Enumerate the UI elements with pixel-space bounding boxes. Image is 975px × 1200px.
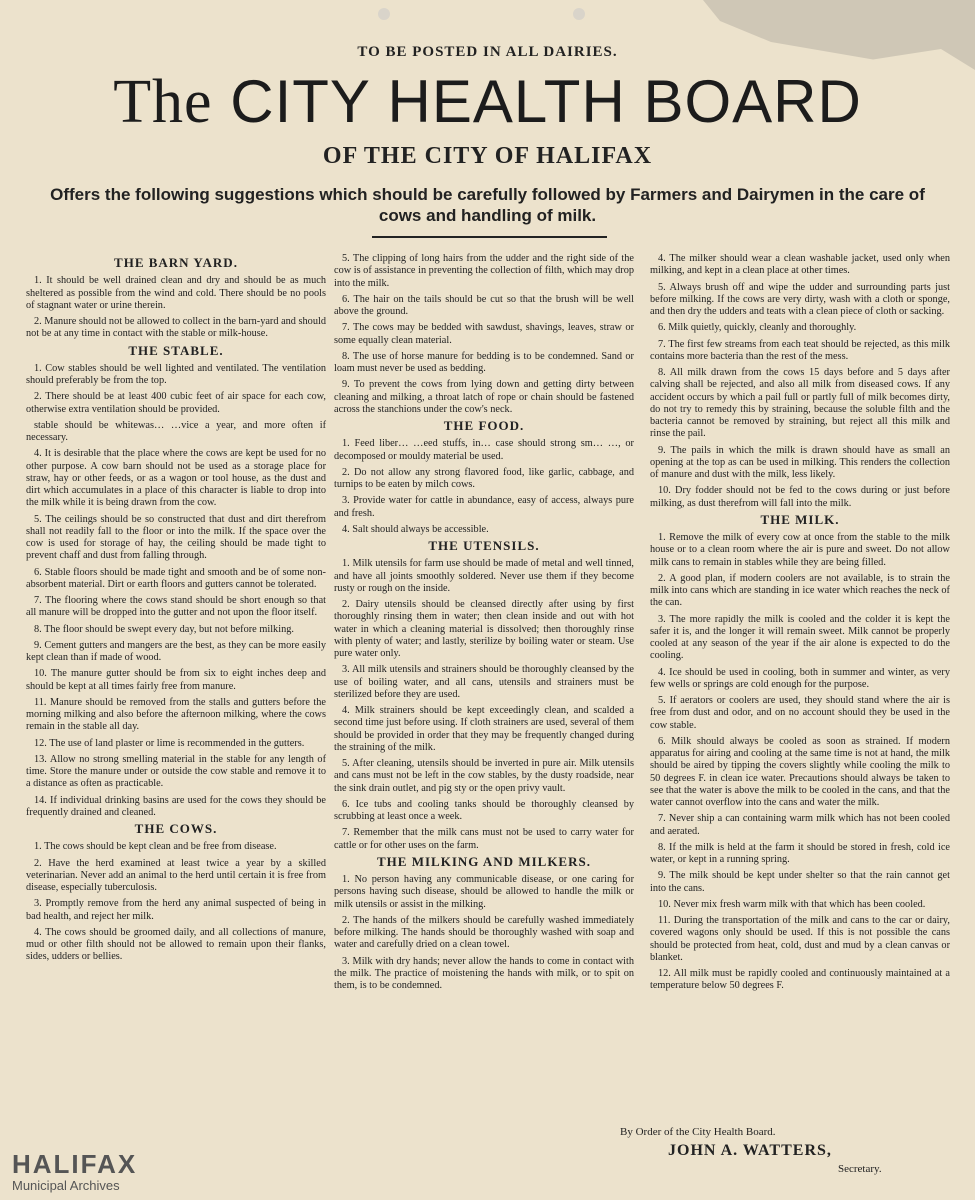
rule-item: 7. Remember that the milk cans must not be used to carry water for cattle or for other uses on the farm.: [334, 827, 634, 851]
rule-item: 2. Do not allow any strong flavored food, like garlic, cabbage, and turnips to be eaten by milch cows.: [334, 466, 634, 490]
rule-item: 4. The milker should wear a clean washable jacket, used only when milking, and kept in a clean place at other times.: [650, 253, 950, 277]
rule-item: 1. No person having any communicable disease, or one caring for persons having such disease, should be allowed to handle the milk or milk utensils or assist in the milking.: [334, 874, 634, 910]
rule-item: 2. Dairy utensils should be cleansed directly after using by first thoroughly rinsing them in water; then clean inside and out with hot water in which a cleaning material is dissolved; then thoroughly rinse with plenty of water; and lastly, sterilize by boiling water or steam. Use pure water only.: [334, 599, 634, 659]
pin-hole: [573, 8, 585, 20]
rule-item: 3. The more rapidly the milk is cooled and the colder it is kept the safer it is, and the longer it will remain sweet. Milk cannot be properly cooled at any season of the year if the air alone is expected to do the cooling.: [650, 613, 950, 662]
rule-item: 11. During the transportation of the milk and cans to the car or dairy, covered wagons only should be used. If this is not possible the cans should be protected from heat, cold, dust and mud by a clean canvas or blanket.: [650, 915, 950, 963]
section-heading: THE MILK.: [760, 511, 840, 527]
rule-item: 12. The use of land plaster or lime is recommended in the gutters.: [34, 737, 305, 749]
rule-item: 7. Never ship a can containing warm milk which has not been cooled and aerated.: [650, 813, 950, 837]
rule-item: 6. Milk quietly, quickly, cleanly and thoroughly.: [658, 322, 857, 334]
title-article: The: [113, 68, 213, 136]
rule-item: 13. Allow no strong smelling material in the stable for any length of time. Store the manure under or outside the cow stable and remove it to a distance as often as practicable.: [26, 753, 326, 790]
rule-item: 2. The hands of the milkers should be carefully washed immediately before milking. The hands should be thoroughly washed with soap and water and carefully dried on a clean towel.: [334, 914, 634, 951]
rule-item: 5. If aerators or coolers are used, they should stand where the air is free from dust and odor, and on no account should they be used in the cow stable.: [650, 695, 950, 731]
rule-item: 10. Dry fodder should not be fed to the cows during or just before milking, as dust therefrom will fall into the milk.: [650, 485, 950, 509]
rule-item: 2. Have the herd examined at least twice a year by a skilled veterinarian. Never add an animal to the herd until certain it is free from disease, especially tuberculosis.: [26, 857, 326, 893]
signature-role: Secretary.: [838, 1163, 882, 1175]
rule-item: 4. Salt should always be accessible.: [342, 523, 489, 535]
rule-item: 7. The flooring where the cows stand should be short enough so that all manure will be dropped into the gutter and not upon the floor itself.: [26, 595, 326, 619]
posting-notice: TO BE POSTED IN ALL DAIRIES.: [357, 44, 618, 60]
rule-item: 5. After cleaning, utensils should be inverted in pure air. Milk utensils and cans must not be left in the cow stables, by the dusty roadside, near the sink drain outlet, and pig sty or the open privy vault.: [334, 758, 634, 794]
rule-item: 5. Always brush off and wipe the udder and surrounding parts just before milking. If the cows are very dirty, wash with a cloth or sponge, and then dry the udders and teats with a clean piece of cloth or sacking.: [650, 281, 950, 317]
rule-item: 5. The ceilings should be so constructed that dust and dirt therefrom shall not readily fall to the floor or into the milk. If the space over the cow is used for storage of hay, the ceiling should be made tight to prevent chaff and dust from falling through.: [26, 513, 326, 562]
pin-hole: [378, 8, 390, 20]
signature-name: JOHN A. WATTERS,: [668, 1142, 832, 1159]
rule-item: 7. The cows may be bedded with sawdust, shavings, leaves, straw or some equally clean material.: [334, 322, 634, 346]
rule-item: 3. Milk with dry hands; never allow the hands to come in contact with the milk. The practice of moistening the hands with milk, or to spit on them, is to be condemned.: [334, 955, 634, 991]
archive-logo-name: HALIFAX: [12, 1149, 138, 1179]
section-heading: THE BARN YARD.: [114, 255, 238, 270]
rule-item: 1. The cows should be kept clean and be free from disease.: [34, 841, 277, 853]
rule-item: 6. Stable floors should be made tight and smooth and be of some non-absorbent material. Dirt or earth floors and gutters cannot be tolerated.: [26, 566, 326, 590]
rule-item: 14. If individual drinking basins are used for the cows they should be frequently drained and cleaned.: [26, 794, 326, 818]
rule-item: 10. Never mix fresh warm milk with that which has been cooled.: [658, 898, 926, 910]
rule-item: 1. Cow stables should be well lighted and ventilated. The ventilation should preferably be from the top.: [26, 362, 326, 386]
rule-item: 1. Milk utensils for farm use should be made of metal and well tinned, and have all joints smoothly soldered. Never use them if they become rusty or rough on the inside.: [334, 558, 634, 594]
column-right: [650, 253, 950, 997]
rule-item: 2. Manure should not be allowed to collect in the barn-yard and should not be at any time in contact with the stable or milk-house.: [26, 316, 326, 340]
rule-item: 4. Milk strainers should be kept exceedingly clean, and scalded a second time just before using. If cloth strainers are used, several of them should be provided in order that they may be frequently changed during the straining of the milk.: [334, 705, 634, 753]
rule-item: 9. The pails in which the milk is drawn should have as small an opening at the top as can be used in milking. This renders the collection of manure and dust with the milk, less likely.: [650, 444, 950, 480]
rule-item: 5. The clipping of long hairs from the udder and the right side of the cow is of assistance in preventing the collection of filth, which may drop into the milk.: [334, 253, 634, 289]
signature-order: By Order of the City Health Board.: [620, 1126, 776, 1138]
title-divider: [372, 236, 607, 238]
rule-item: stable should be whitewas… …vice a year, and more often if necessary.: [26, 419, 326, 443]
rule-item: 2. A good plan, if modern coolers are not available, is to strain the milk into cans which are standing in ice water which reaches the neck of the can.: [650, 572, 950, 609]
rule-item: 1. It should be well drained clean and dry and should be as much sheltered as possible from the wind and cold. There should be no pools of stagnant water or urine therein.: [26, 275, 326, 311]
rule-item: 6. Ice tubs and cooling tanks should be thoroughly cleansed by scrubbing at least once a week.: [334, 798, 634, 822]
rule-item: 4. The cows should be groomed daily, and all collections of manure, mud or other filth should not be allowed to remain upon their flanks, sides, udders or bellies.: [26, 926, 326, 963]
archive-logo-sub: Municipal Archives: [12, 1178, 120, 1193]
archive-logo: [12, 1150, 137, 1193]
rule-item: 10. The manure gutter should be from six to eight inches deep and should be kept at all times fairly free from manure.: [26, 668, 326, 692]
rule-item: 8. The floor should be swept every day, but not before milking.: [34, 623, 294, 635]
column-middle: [334, 253, 634, 996]
page-title: [0, 66, 975, 138]
signature-block: [620, 1126, 940, 1175]
rule-item: 8. If the milk is held at the farm it should be stored in fresh, cold ice water, or kept in a running spring.: [650, 841, 950, 865]
rule-item: 9. The milk should be kept under shelter so that the rain cannot get into the cans.: [650, 870, 950, 894]
title-main: CITY HEALTH BOARD: [230, 68, 862, 135]
rule-item: 4. Ice should be used in cooling, both in summer and winter, as very few wells or springs are cold enough for the purpose.: [650, 666, 950, 690]
section-heading: THE COWS.: [134, 821, 218, 836]
rule-item: 2. There should be at least 400 cubic feet of air space for each cow, otherwise extra ventilation should be provided.: [26, 391, 326, 415]
rule-item: 7. The first few streams from each teat should be rejected, as this milk contains more bacteria than the rest of the mess.: [650, 338, 950, 362]
section-heading: THE UTENSILS.: [428, 538, 540, 553]
rule-item: 4. It is desirable that the place where the cows are kept be used for no other purpose. A cow barn should not be used as a storage place for straw, hay or other feeds, or as a wagon or tool house, as the dust and dirt which accumulates in a place of this character is liable to drop into the milk while it is being drawn from the cow.: [26, 448, 326, 509]
rule-item: 1. Remove the milk of every cow at once from the stable to the milk house or to a clean room where the air is pure and sweet. Do not allow milk cans to remain in stables while they are being filled.: [650, 532, 950, 568]
rule-item: 9. To prevent the cows from lying down and getting dirty between cleaning and milking, a throat latch of rope or chain should be fastened across the stanchions under the cow's neck.: [334, 379, 634, 415]
rule-item: 3. All milk utensils and strainers should be thoroughly cleansed by the use of boiling water, and all cans, utensils and strainers must be sterilized before they are used.: [334, 664, 634, 700]
rule-item: 8. All milk drawn from the cows 15 days before and 5 days after calving shall be rejected, and also all milk from diseased cows. If any accident occurs by which a pail full or partly full of milk becomes dirty, do not try to remedy this by straining, because the soluble filth and the bacteria cannot be removed by straining, but reject all this milk and rinse the pail.: [650, 367, 950, 440]
section-heading: THE FOOD.: [443, 418, 525, 433]
column-left: [26, 253, 326, 968]
rule-item: 11. Manure should be removed from the stalls and gutters before the morning milking and also before the afternoon milking, where the cows remain in the stable all day.: [26, 696, 326, 733]
rule-item: 3. Provide water for cattle in abundance, easy of access, always pure and fresh.: [334, 495, 634, 519]
section-heading: THE STABLE.: [128, 342, 224, 358]
intro-text: Offers the following suggestions which should be carefully followed by Farmers and Dairymen in the care of cows and handling of milk.: [50, 185, 925, 225]
rule-item: 6. The hair on the tails should be cut so that the brush will be well above the ground.: [334, 293, 634, 317]
rule-item: 12. All milk must be rapidly cooled and continuously maintained at a temperature below 50 degrees F.: [650, 968, 950, 992]
rule-item: 9. Cement gutters and mangers are the best, as they can be more easily kept clean than if made of wood.: [26, 639, 326, 663]
page-subtitle: OF THE CITY OF HALIFAX: [322, 143, 653, 169]
rule-item: 6. Milk should always be cooled as soon as strained. If modern apparatus for airing and cooling at the same time is not at hand, the milk should be aired by tipping the covers slightly while cooling the milk to 50 degrees F. in clean ice water. Precautions should always be taken to see that the water is above the milk to be cooled in the cans, and that the water cannot overflow into the cans and water the milk.: [650, 735, 950, 808]
rule-item: 1. Feed liber… …eed stuffs, in… case should strong sm… …, or decomposed or mouldy material be used.: [334, 438, 634, 462]
rule-item: 8. The use of horse manure for bedding is to be condemned. Sand or loam must never be used as bedding.: [334, 350, 634, 374]
rule-item: 3. Promptly remove from the herd any animal suspected of being in bad health, and reject her milk.: [26, 898, 326, 922]
section-heading: THE MILKING AND MILKERS.: [377, 853, 591, 869]
